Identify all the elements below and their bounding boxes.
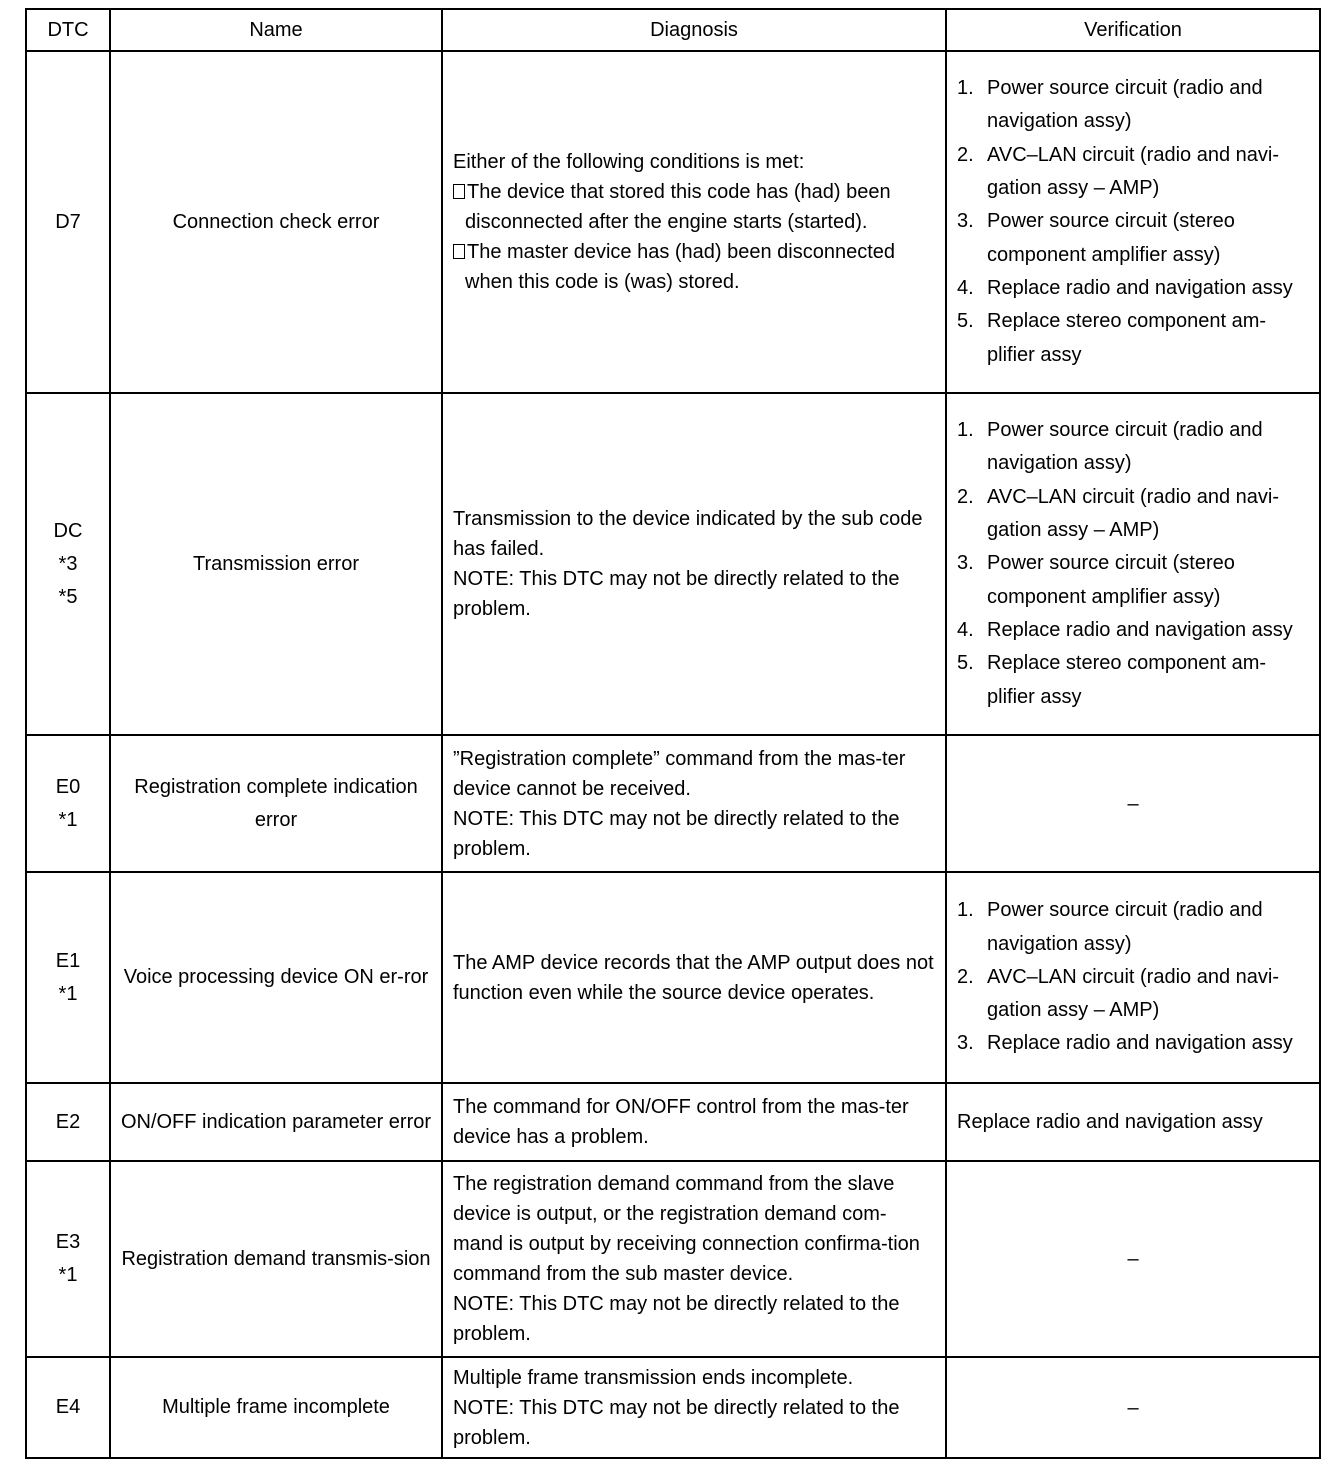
diagnosis-text: ”Registration complete” command from the mas-ter device cannot be received. [453,747,906,800]
dtc-name-cell: Registration demand transmis-sion [110,1161,442,1357]
verification-item: 4. Replace radio and navigation assy [957,614,1309,647]
diagnosis-cell [442,872,946,1083]
item-number: 5. [957,652,974,675]
verification-cell [946,393,1320,735]
diagnosis-bullet: The device that stored this code has (had) been disconnected after the engine starts (started). [453,177,935,237]
verification-cell [946,872,1320,1083]
dtc-code-cell [26,735,110,872]
diagnosis-text: The registration demand command from the slave device is output, or the registration demand com-mand is output by receiving connection confirma-tion command from the sub master device. [453,1173,920,1285]
table-row [26,393,1320,735]
diagnosis-text: The AMP device records that the AMP output does not function even while the source device operates. [453,951,934,1004]
diagnosis-cell [442,735,946,872]
verification-list [957,72,1309,372]
dtc-code-cell [26,1161,110,1357]
dtc-footnote-ref: *5 [58,585,78,608]
dtc-name-cell: Registration complete indication error [110,735,442,872]
verification-cell [946,51,1320,393]
item-number: 1. [957,899,974,922]
item-number: 3. [957,210,974,233]
item-number: 3. [957,1032,974,1055]
diagnosis-text: NOTE: This DTC may not be directly related to the problem. [453,807,900,860]
dtc-footnote-ref: *1 [58,808,78,831]
verification-item: 3. Power source circuit (stereo component amplifier assy) [957,205,1309,272]
dtc-code-cell [26,51,110,393]
verification-item: 1. Power source circuit (radio and navigation assy) [957,72,1309,139]
header-name: Name [110,9,442,51]
verification-item: 1. Power source circuit (radio and navigation assy) [957,894,1309,961]
dtc-code: DC [53,519,83,542]
verification-list [957,414,1309,714]
dtc-name-cell: Connection check error [110,51,442,393]
table-row [26,1357,1320,1458]
diagnosis-cell [442,1161,946,1357]
item-number: 2. [957,143,974,166]
diagnosis-text: The command for ON/OFF control from the mas-ter device has a problem. [453,1096,909,1148]
table-row [26,51,1320,393]
verification-cell: – [946,1161,1320,1357]
verification-item: 1. Power source circuit (radio and navigation assy) [957,414,1309,481]
table-row [26,735,1320,872]
item-number: 4. [957,618,974,641]
dtc-code-cell [26,872,110,1083]
dtc-name-cell: Voice processing device ON er-ror [110,872,442,1083]
dtc-code: E0 [55,775,81,798]
item-number: 4. [957,276,974,299]
verification-item: 5. Replace stereo component am-plifier assy [957,305,1309,372]
dtc-code: E4 [55,1396,81,1418]
diagnosis-cell [442,1357,946,1458]
verification-item: 4. Replace radio and navigation assy [957,272,1309,305]
header-verification: Verification [946,9,1320,51]
diagnosis-text: Either of the following conditions is met: [453,151,805,173]
dtc-footnote-ref: *1 [58,982,78,1005]
header-diagnosis: Diagnosis [442,9,946,51]
diagnosis-cell [442,51,946,393]
checkbox-icon [453,244,465,259]
table-row [26,1083,1320,1161]
verification-item: 2. AVC–LAN circuit (radio and navi-gation assy – AMP) [957,481,1309,548]
item-number: 2. [957,485,974,508]
verification-item: 5. Replace stereo component am-plifier assy [957,647,1309,714]
dtc-code: E2 [55,1110,81,1133]
diagnosis-text: NOTE: This DTC may not be directly related to the problem. [453,568,900,620]
verification-cell: – [946,735,1320,872]
verification-list [957,894,1309,1060]
dtc-name-cell: ON/OFF indication parameter error [110,1083,442,1161]
diagnosis-text: NOTE: This DTC may not be directly related to the problem. [453,1293,900,1345]
table-row [26,1161,1320,1357]
diagnosis-cell [442,393,946,735]
dtc-name-cell: Transmission error [110,393,442,735]
diagnosis-cell [442,1083,946,1161]
item-number: 3. [957,552,974,575]
item-number: 2. [957,965,974,988]
diagnosis-text: Multiple frame transmission ends incomplete. [453,1366,854,1389]
dtc-footnote-ref: *3 [58,552,78,575]
dtc-name-cell: Multiple frame incomplete [110,1357,442,1458]
verification-item: 2. AVC–LAN circuit (radio and navi-gation assy – AMP) [957,139,1309,206]
verification-cell: – [946,1357,1320,1458]
verification-item: 2. AVC–LAN circuit (radio and navi-gation assy – AMP) [957,961,1309,1028]
verification-item: 3. Power source circuit (stereo component amplifier assy) [957,547,1309,614]
table-row [26,872,1320,1083]
dtc-code: E1 [55,949,81,972]
item-number: 5. [957,310,974,333]
dtc-code: D7 [55,210,81,233]
dtc-code-cell [26,1083,110,1161]
table-header-row [26,9,1320,51]
verification-item: 3. Replace radio and navigation assy [957,1027,1309,1060]
dtc-code-cell [26,393,110,735]
diagnosis-bullet: The master device has (had) been disconnected when this code is (was) stored. [453,237,935,297]
verification-cell: Replace radio and navigation assy [946,1083,1320,1161]
diagnosis-text: Transmission to the device indicated by the sub code has failed. [453,508,923,560]
item-number: 1. [957,77,974,100]
dtc-code: E3 [55,1231,81,1253]
dtc-table [25,8,1321,1459]
dtc-footnote-ref: *1 [58,1264,78,1286]
checkbox-icon [453,184,465,199]
item-number: 1. [957,419,974,442]
diagnosis-text: NOTE: This DTC may not be directly related to the problem. [453,1396,900,1449]
dtc-code-cell [26,1357,110,1458]
header-dtc: DTC [26,9,110,51]
